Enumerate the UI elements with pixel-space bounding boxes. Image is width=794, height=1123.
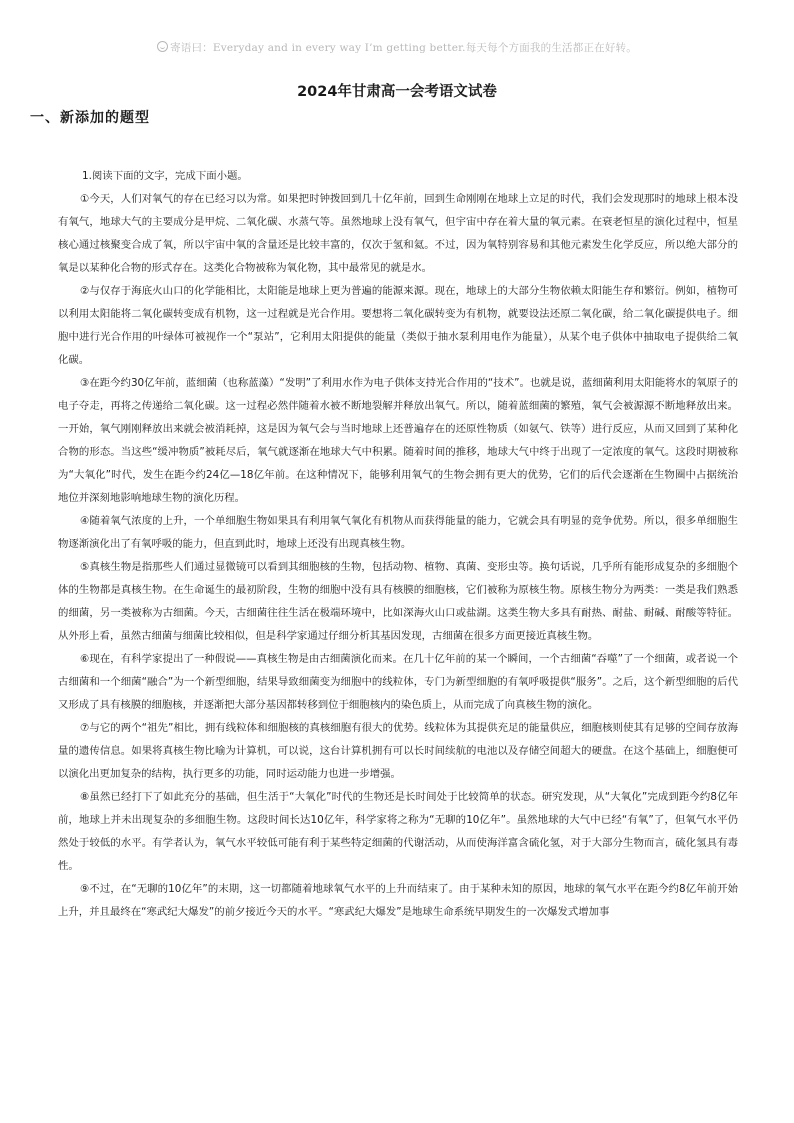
paragraph-9: ⑨不过，在“无聊的10亿年”的末期，这一切都随着地球氧气水平的上升而结束了。由于某种未知的原因，地球的氧气水平在距今约8亿年前开始上升，并且最终在“寒武纪大爆发”的前夕接近今天的水平。“寒武纪大爆发”是地球生命系统早期发生的一次爆发式增加事 [58,883,738,918]
page-title: 2024年甘肃高一会考语文试卷 [297,84,497,100]
paragraph-3: ③在距今约30亿年前，蓝细菌（也称蓝藻）“发明”了利用水作为电子供体支持光合作用的“技术”。也就是说，蓝细菌利用太阳能将水的氧原子的电子夺走，再将之传递给二氧化碳。这一过程必然伴随着水被不断地裂解并释放出氧气。所以，随着蓝细菌的繁殖，氧气会被源源不断地释放出来。一开始，氧气刚刚释放出来就会被消耗掉，这是因为氧气会与当时地球上还普遍存在的还原性物质（如氨气、铁等）进行反应，从而又回到了某种化合物的形态。当这些“缓冲物质”被耗尽后，氧气就逐渐在地球大气中积累。随着时间的推移，地球大气中终于出现了一定浓度的氧气。这段时期被称为“大氧化”时代，发生在距今约24亿—18亿年前。在这种情况下，能够利用氧气的生物会拥有更大的优势，它们的后代会逐渐在生物圈中占据统治地位并深刻地影响地球生物的演化历程。 [58,377,738,504]
paragraph-7: ⑦与它的两个“祖先”相比，拥有线粒体和细胞核的真核细胞有很大的优势。线粒体为其提供充足的能量供应，细胞核则使其有足够的空间存放海量的遗传信息。如果将真核生物比喻为计算机，可以说，这台计算机拥有可以长时间续航的电池以及存储空间超大的硬盘。在这个基础上，细胞便可以演化出更加复杂的结构，执行更多的功能，同时运动能力也进一步增强。 [58,722,738,780]
paragraph-1: ①今天，人们对氧气的存在已经习以为常。如果把时钟拨回到几十亿年前，回到生命刚刚在地球上立足的时代，我们会发现那时的地球上根本没有氧气，地球大气的主要成分是甲烷、二氧化碳、水蒸气等。虽然地球上没有氧气，但宇宙中存在着大量的氧元素。在衰老恒星的演化过程中，恒星核心通过核聚变合成了氧，所以宇宙中氧的含量还是比较丰富的，仅次于氢和氦。不过，因为氧特别容易和其他元素发生化学反应，所以绝大部分的氧是以某种化合物的形式存在。这类化合物被称为氧化物，其中最常见的就是水。 [58,193,738,274]
reading-passage [58,165,738,924]
section-heading: 一、新添加的题型 [30,110,150,126]
paragraph-6: ⑥现在，有科学家提出了一种假说——真核生物是由古细菌演化而来。在几十亿年前的某一个瞬间，一个古细菌“吞噬”了一个细菌，或者说一个古细菌和一个细菌“融合”为一个新型细胞，结果导致细菌变为细胞中的线粒体，专门为新型细胞的有氧呼吸提供“服务”。之后，这个新型细胞的后代又形成了具有核膜的细胞核，并逐渐把大部分基因都转移到位于细胞核内的染色质上，从而完成了向真核生物的演化。 [58,653,738,711]
question-intro: 1.阅读下面的文字，完成下面小题。 [82,170,248,182]
paragraph-2: ②与仅存于海底火山口的化学能相比，太阳能是地球上更为普遍的能源来源。现在，地球上的大部分生物依赖太阳能生存和繁衍。例如，植物可以利用太阳能将二氧化碳转变成有机物，这一过程就是光合作用。要想将二氧化碳转变为有机物，就要设法还原二氧化碳，给二氧化碳提供电子。细胞中进行光合作用的叶绿体可被视作一个“泵站”，它利用太阳提供的能量（类似于抽水泵利用电作为能量），从某个电子供体中抽取电子提供给二氧化碳。 [58,285,738,366]
paragraph-4: ④随着氧气浓度的上升，一个单细胞生物如果具有利用氧气氧化有机物从而获得能量的能力，它就会具有明显的竞争优势。所以，很多单细胞生物逐渐演化出了有氧呼吸的能力，但直到此时，地球上还没有出现真核生物。 [58,515,738,550]
paragraph-5: ⑤真核生物是指那些人们通过显微镜可以看到其细胞核的生物，包括动物、植物、真菌、变形虫等。换句话说，几乎所有能形成复杂的多细胞个体的生物都是真核生物。在生命诞生的最初阶段，生物的细胞中没有具有核膜的细胞核，它们被称为原核生物。原核生物分为两类：一类是我们熟悉的细菌，另一类被称为古细菌。今天，古细菌往往生活在极端环境中，比如深海火山口或盐湖。这类生物大多具有耐热、耐盐、耐碱、耐酸等特征。从外形上看，虽然古细菌与细菌比较相似，但是科学家通过仔细分析其基因发现，古细菌在很多方面更接近真核生物。 [58,561,738,642]
paragraph-8: ⑧虽然已经打下了如此充分的基础，但生活于“大氧化”时代的生物还是长时间处于比较简单的状态。研究发现，从“大氧化”完成到距今约8亿年前，地球上并未出现复杂的多细胞生物。这段时间长达10亿年，科学家将之称为“无聊的10亿年”。虽然地球的大气中已经“有氧”了，但氧气水平仍然处于较低的水平。有学者认为，氧气水平较低可能有利于某些特定细菌的代谢活动，从而使海洋富含硫化氢，对于大部分生物而言，硫化氢具有毒性。 [58,791,738,872]
header-motto-text: 寄语曰：Everyday and in every way I’m getting better.每天每个方面我的生活都正在好转。 [170,42,637,54]
smile-icon [157,41,168,52]
header-motto [0,40,794,55]
